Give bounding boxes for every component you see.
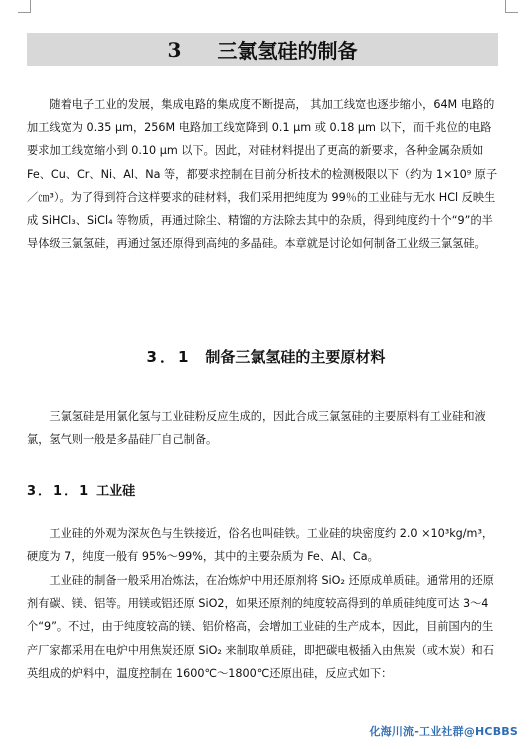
subsection-number: 3．1．1 [27,484,91,499]
section-heading [0,347,532,367]
page-corner-mark-right [505,0,518,13]
chapter-title: 三氯氢硅的制备 [217,39,358,63]
subsection-paragraph-1: 工业硅的外观为深灰色与生铁接近，俗名也叫硅铁。工业硅的块密度约 2.0 ×10³kg/m³，硬度为 7，纯度一般有 95%～99%，其中的主要杂质为 Fe、Al、Ca。 [27,527,494,564]
chapter-heading [27,33,498,66]
subsection-title: 工业硅 [96,484,136,499]
page-corner-mark-left [18,0,31,13]
section-title: 制备三氯氢硅的主要原材料 [205,348,386,366]
subsection-paragraph-2: 工业硅的制备一般采用冶炼法，在冶炼炉中用还原剂将 SiO₂ 还原成单质硅。通常用的还原剂有碳、镁、铝等。用镁或铝还原 SiO2，如果还原剂的纯度较高得到的单质硅纯度可达 3～4 个“9”。不过，由于纯度较高的镁、铝价格高，会增加工业硅的生产成本，因此，目前国内的生产厂家都采用在电炉中用焦炭还原 SiO₂ 来制取单质硅，即把碳电极插入由焦炭（或木炭）和石英组成的炉料中，温度控制在 1600℃～1800℃还原出硅，反应式如下： [27,574,494,680]
subsection-heading [27,483,135,501]
section-number: 3．1 [146,348,192,366]
watermark: 化海川流-工业社群@HCBBS [369,725,518,738]
section-paragraph: 三氯氢硅是用氯化氢与工业硅粉反应生成的，因此合成三氯氢硅的主要原料有工业硅和液氯，氢气则一般是多晶硅厂自己制备。 [27,410,486,447]
chapter-number: 3 [167,37,182,62]
intro-paragraph: 随着电子工业的发展，集成电路的集成度不断提高， 其加工线宽也逐步缩小，64M 电路的加工线宽为 0.35 μm，256M 电路加工线宽降到 0.1 μm 或 0.18 μm 以下，而千兆位的电路要求加工线宽缩小到 0.10 μm 以下。因此，对硅材料提出了更高的新要求，各种金属杂质如 Fe、Cu、Cr、Ni、Al、Na 等，都要求控制在目前分析技术的检测极限以下（约为 1×10⁹ 原子／㎝³）。为了得到符合这样要求的硅材料，我们采用把纯度为 99％的工业硅与无水 HCl 反映生成 SiHCl₃、SiCl₄ 等物质，再通过除尘、精馏的方法除去其中的杂质，得到纯度约十个“9”的半导体级三氯氢硅，再通过氢还原得到高纯的多晶硅。本章就是讨论如何制备工业级三氯氢硅。 [27,98,498,251]
